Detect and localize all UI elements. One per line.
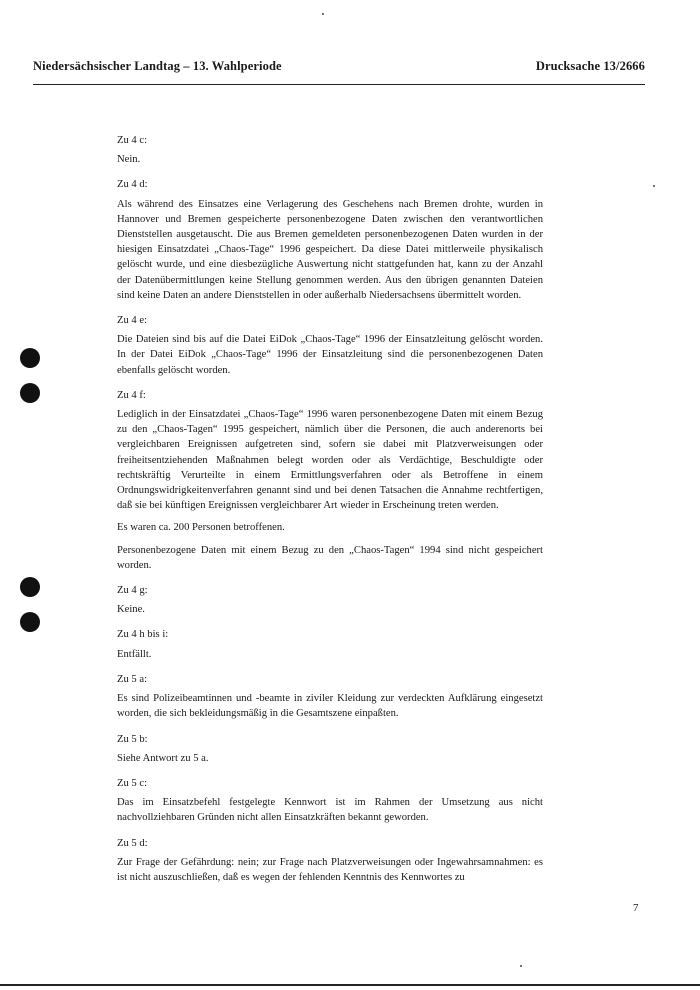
header-divider (33, 84, 645, 85)
section-4e (117, 313, 543, 378)
answer-text: Siehe Antwort zu 5 a. (117, 752, 209, 764)
punch-hole-mark (20, 612, 40, 632)
section-4f (117, 388, 543, 573)
section-4d (117, 177, 543, 303)
punch-hole-mark (20, 348, 40, 368)
section-4h-i (117, 627, 543, 661)
question-label: Zu 4 h bis i: (117, 629, 169, 641)
answer-text: Entfällt. (117, 648, 152, 660)
scan-speck (653, 185, 655, 187)
answer-text: Es sind Polizeibeamtinnen und -beamte in ziviler Kleidung zur verdeckten Aufklärung eingesetzt worden, die sich bekleidungsmäßig in die Gesamtszene einpaßten. (117, 693, 543, 720)
answer-text: Personenbezogene Daten mit einem Bezug zu den „Chaos-Tagen“ 1994 sind nicht gespeichert worden. (117, 544, 543, 571)
answer-text: Als während des Einsatzes eine Verlagerung des Geschehens nach Bremen drohte, wurden in Hannover und Bremen gespeicherte personenbezogene Daten zwischen den verantwortlichen Dienststellen ausgetauscht. Die aus Bremen gemeldeten personenbezogenen Daten wurden in der hiesigen Einsatzdatei „Chaos-Tage“ 1996 gespeichert. Da diese Datei mittlerweile physikalisch gelöscht wurde, und eine diesbezügliche Auswertung nicht stattgefunden hat, kann zu der Anzahl der Datenübermittlungen keine Stellung genommen werden. Aus den übrigen genannten Dateien sind keine Daten an andere Dienststellen in oder außerhalb Niedersachsens übermittelt worden. (117, 198, 543, 301)
answer-text: Keine. (117, 604, 145, 616)
punch-hole-mark (20, 577, 40, 597)
answer-text: Lediglich in der Einsatzdatei „Chaos-Tage“ 1996 waren personenbezogene Daten mit einem Bezug zu den „Chaos-Tagen“ 1995 gespeichert, nämlich über die Personen, die auch anderenorts bei vergleichbaren Ereignissen aufgetreten sind, sofern sie dabei mit Platzverweisungen oder freiheitsentziehenden Maßnahmen belegt worden oder als Verdächtige, Beschuldigte oder rechtskräftig Verurteilte in einem Ermittlungsverfahren oder als Betroffene in einem Ordnungswidrigkeitenverfahren genannt sind und bei denen Tatsachen die Annahme rechtfertigen, daß sie bei künftigen Ereignissen vergleichbarer Art wieder in Erscheinung treten werden. (117, 409, 543, 512)
punch-hole-mark (20, 383, 40, 403)
question-label: Zu 4 c: (117, 135, 148, 146)
section-5d (117, 836, 543, 886)
question-label: Zu 4 f: (117, 389, 146, 401)
document-body (117, 133, 543, 895)
page-header (33, 59, 645, 74)
question-label: Zu 5 c: (117, 777, 148, 789)
answer-text: Zur Frage der Gefährdung: nein; zur Frage nach Platzverweisungen oder Ingewahrsamnahmen: es ist nicht auszuschließen, daß es wegen der fehlenden Kenntnis des Kennwortes zu (117, 856, 543, 883)
section-5a (117, 672, 543, 722)
page-number: 7 (633, 902, 639, 914)
header-title: Niedersächsischer Landtag – 13. Wahlperiode (33, 59, 282, 73)
section-4c (117, 133, 543, 167)
page-bottom-edge (0, 984, 700, 986)
question-label: Zu 5 b: (117, 733, 148, 745)
question-label: Zu 5 a: (117, 673, 148, 685)
section-4g (117, 583, 543, 617)
section-5b (117, 732, 543, 766)
question-label: Zu 4 e: (117, 315, 148, 327)
question-label: Zu 4 g: (117, 585, 148, 597)
answer-text: Das im Einsatzbefehl festgelegte Kennwort ist im Rahmen der Umsetzung aus nicht nachvollziehbaren Gründen nicht allen Einsatzkräften bekannt geworden. (117, 797, 543, 824)
scan-speck (520, 965, 522, 967)
question-label: Zu 4 d: (117, 179, 148, 191)
question-label: Zu 5 d: (117, 837, 148, 849)
section-5c (117, 776, 543, 826)
answer-text: Es waren ca. 200 Personen betroffenen. (117, 522, 285, 534)
scan-speck (322, 13, 324, 15)
document-number: Drucksache 13/2666 (535, 59, 645, 73)
answer-text: Die Dateien sind bis auf die Datei EiDok „Chaos-Tage“ 1996 der Einsatzleitung gelöscht worden. In der Datei EiDok „Chaos-Tage“ 1996 der Einsatzleitung sind die personenbezogenen Daten ebenfalls gelöscht worden. (117, 334, 543, 376)
answer-text: Nein. (117, 154, 141, 166)
